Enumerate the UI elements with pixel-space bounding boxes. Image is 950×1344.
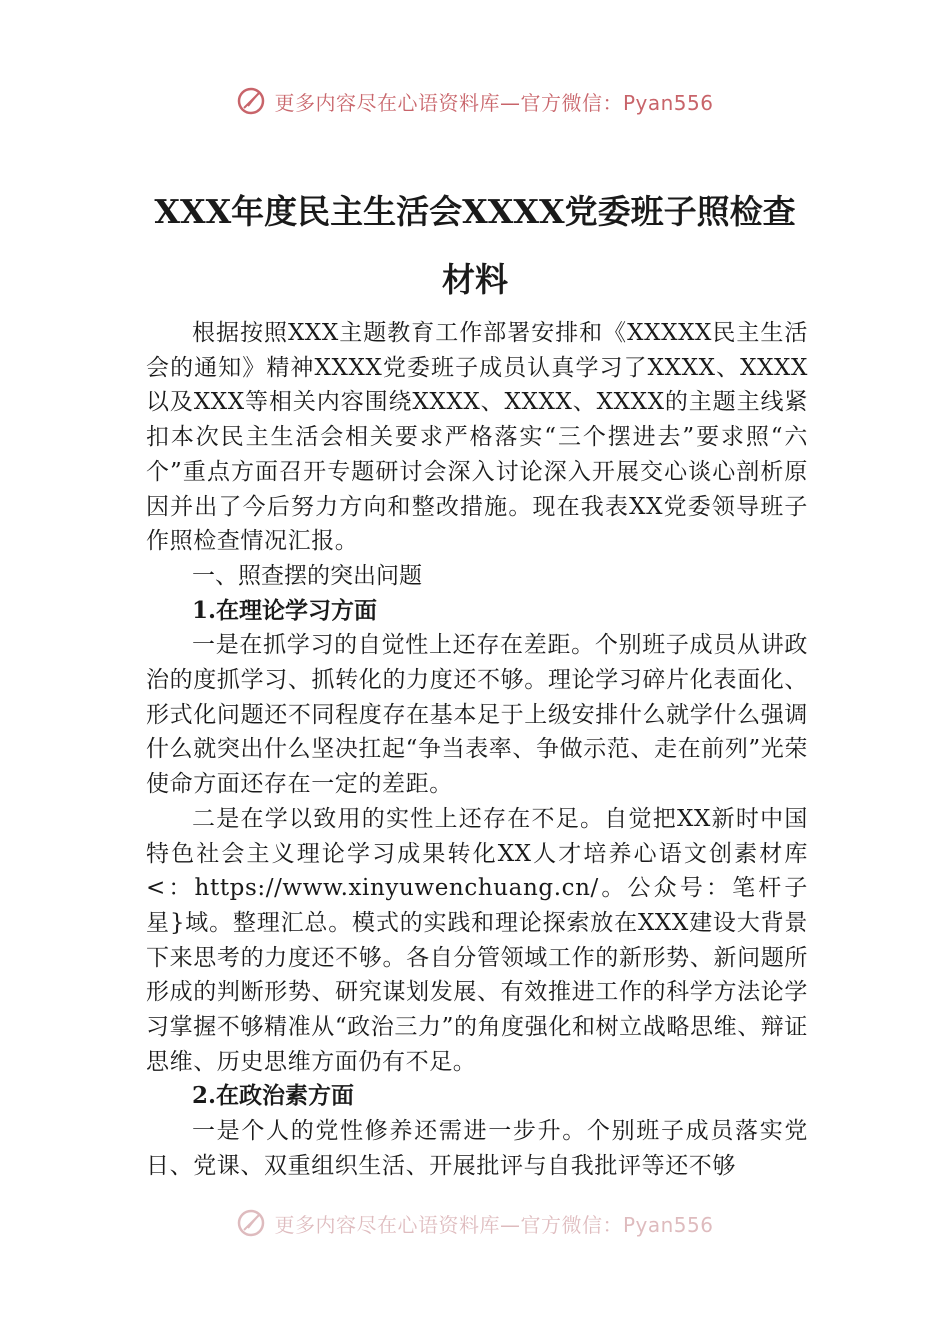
document-body	[146, 316, 808, 1184]
feather-circle-icon	[236, 1208, 266, 1238]
section-heading: 一、照查摆的突出问题	[192, 562, 422, 589]
feather-circle-icon	[236, 86, 266, 116]
paragraph: 一是在抓学习的自觉性上还存在差距。个别班子成员从讲政治的度抓学习、抓转化的力度还不够。理论学习碎片化表面化、形式化问题还不同程度存在基本足于上级安排什么就学什么强调什么就突出什么坚决扛起“争当表率、争做示范、走在前列”光荣使命方面还存在一定的差距。	[146, 632, 808, 798]
subsection-heading: 2.在政治素方面	[192, 1082, 355, 1110]
watermark-footer	[0, 1208, 950, 1238]
subsection-heading: 1.在理论学习方面	[192, 596, 378, 624]
document-title: XXX年度民主生活会XXXX党委班子照检查材料	[154, 192, 796, 299]
paragraph: 二是在学以致用的实性上还存在不足。自觉把XX新时中国特色社会主义理论学习成果转化XX人才培养心语文创素材库<：https://www.xinyuwenchuang.cn/。公众号：笔杆子星}域。整理汇总。模式的实践和理论探索放在XXX建设大背景下来思考的力度还不够。各自分管领域工作的新形势、新问题所形成的判断形势、研究谋划发展、有效推进工作的科学方法论学习掌握不够精准从“政治三力”的角度强化和树立战略思维、辩证思维、历史思维方面仍有不足。	[146, 805, 808, 1075]
watermark-header	[0, 86, 950, 116]
paragraph: 一是个人的党性修养还需进一步升。个别班子成员落实党日、党课、双重组织生活、开展批评与自我批评等还不够	[146, 1118, 808, 1179]
watermark-text: 更多内容尽在心语资料库—官方微信：Pyan556	[274, 1212, 714, 1237]
intro-paragraph: 根据按照XXX主题教育工作部署安排和《XXXXX民主生活会的通知》精神XXXX党委班子成员认真学习了XXXX、XXXX以及XXX等相关内容围绕XXXX、XXXX、XXXX的主题主线紧扣本次民主生活会相关要求严格落实“三个摆进去”要求照“六个”重点方面召开专题研讨会深入讨论深入开展交心谈心剖析原因并出了今后努力方向和整改措施。现在我表XX党委领导班子作照检查情况汇报。	[146, 320, 808, 555]
watermark-text: 更多内容尽在心语资料库—官方微信：Pyan556	[274, 90, 714, 115]
